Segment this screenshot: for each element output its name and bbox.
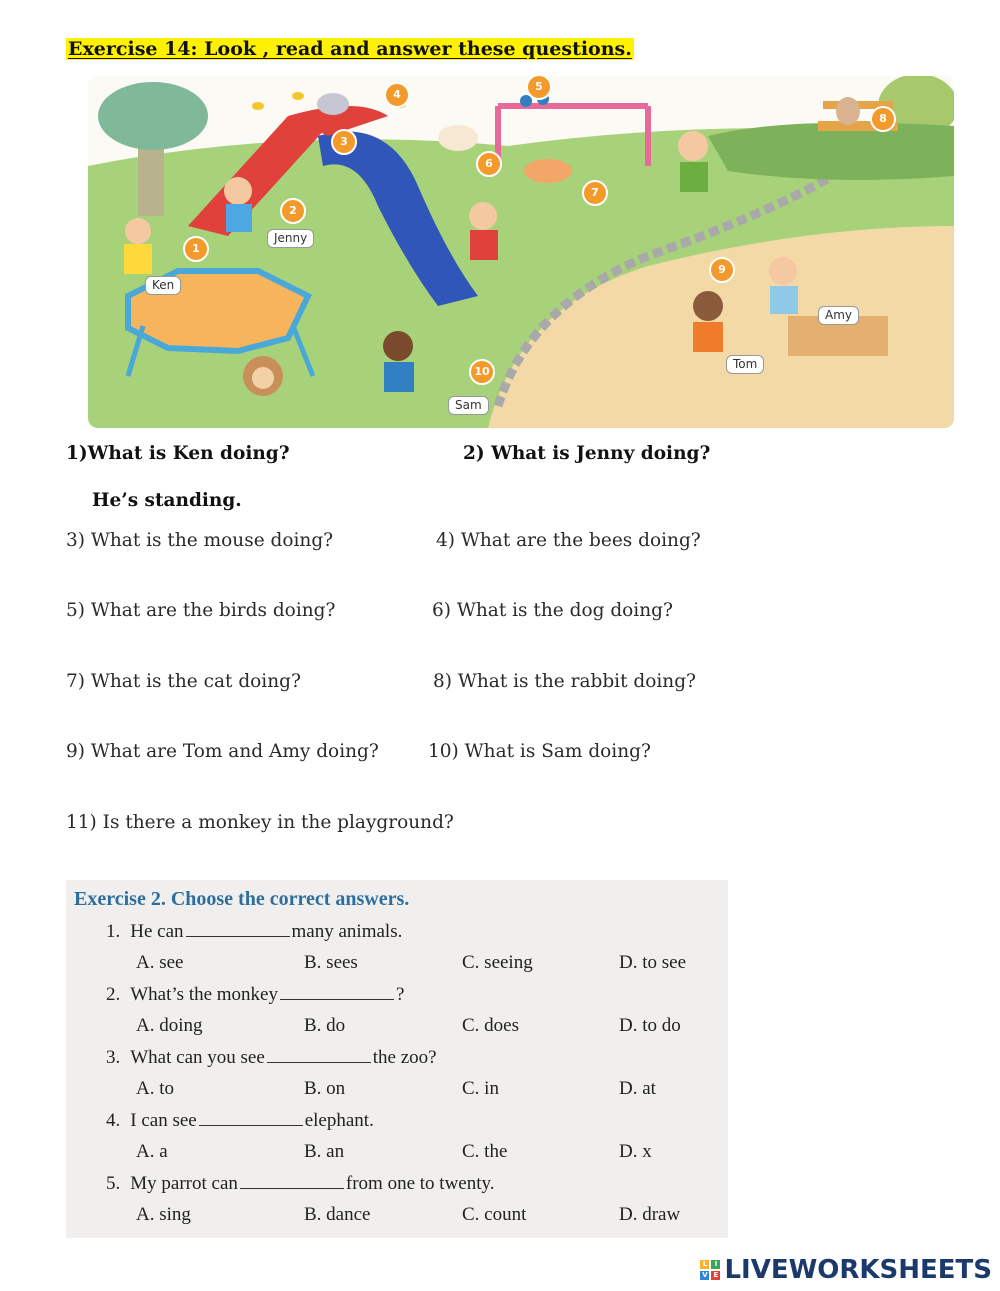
number-badge-7: 7 — [582, 180, 608, 206]
question-text-after: elephant. — [304, 1110, 374, 1131]
answer-option-d[interactable]: D. to do — [619, 1015, 681, 1036]
number-badge-6: 6 — [476, 151, 502, 177]
answer-option-c[interactable]: C. seeing — [462, 952, 533, 973]
number-badge-2: 2 — [280, 198, 306, 224]
answer-option-c[interactable]: C. count — [462, 1204, 527, 1225]
answer-option-a[interactable]: A. doing — [136, 1015, 203, 1036]
question-10: 10) What is Sam doing? — [428, 741, 651, 762]
jenny-figure-icon — [224, 177, 252, 232]
question-text-after: many animals. — [291, 921, 403, 942]
answer-blank[interactable] — [199, 1109, 303, 1126]
girl-slide-figure-icon — [469, 202, 498, 260]
question-text-after: the zoo? — [372, 1047, 437, 1068]
answer-option-b[interactable]: B. on — [304, 1078, 346, 1099]
tree-top-icon — [98, 82, 208, 150]
question-number: 3. — [106, 1047, 121, 1068]
question-4: 4) What are the bees doing? — [436, 530, 701, 551]
answer-option-a[interactable]: A. a — [136, 1141, 168, 1162]
answer-option-d[interactable]: D. x — [619, 1141, 652, 1162]
number-badge-5: 5 — [526, 76, 552, 100]
playground-scene-svg — [88, 76, 954, 428]
number-badge-4: 4 — [384, 82, 410, 108]
answer-option-d[interactable]: D. at — [619, 1078, 656, 1099]
question-7: 7) What is the cat doing? — [66, 671, 301, 692]
number-badge-8: 8 — [870, 106, 896, 132]
exercise-2-panel — [66, 880, 728, 1238]
question-number: 4. — [106, 1110, 121, 1131]
question-11: 11) Is there a monkey in the playground? — [66, 812, 454, 833]
logo-text: LIVEWORKSHEETS — [724, 1255, 992, 1285]
answer-blank[interactable] — [186, 920, 290, 937]
answer-blank[interactable] — [240, 1172, 344, 1189]
number-badge-10: 10 — [469, 359, 495, 385]
question-5: 5) What are the birds doing? — [66, 600, 336, 621]
question-text-before: What’s the monkey — [130, 984, 278, 1005]
answer-option-a[interactable]: A. sing — [136, 1204, 191, 1225]
playground-illustration — [88, 76, 954, 428]
dog-icon — [438, 125, 478, 151]
question-text-before: He can — [130, 921, 184, 942]
answer-option-c[interactable]: C. in — [462, 1078, 499, 1099]
question-text-before: I can see — [130, 1110, 197, 1131]
answer-option-a[interactable]: A. see — [136, 952, 184, 973]
question-text-after: ? — [396, 984, 405, 1005]
example-answer: He’s standing. — [92, 490, 242, 511]
exercise-2-question-4 — [106, 1109, 374, 1132]
liveworksheets-logo — [700, 1255, 992, 1285]
name-label-jenny: Jenny — [267, 229, 314, 248]
question-text-before: What can you see — [130, 1047, 265, 1068]
exercise-14-title: Exercise 14: Look , read and answer these questions. — [68, 38, 632, 60]
answer-option-b[interactable]: B. an — [304, 1141, 345, 1162]
question-number: 1. — [106, 921, 121, 942]
cat-icon — [524, 159, 572, 183]
answer-option-c[interactable]: C. does — [462, 1015, 519, 1036]
answer-option-b[interactable]: B. dance — [304, 1204, 371, 1225]
question-3: 3) What is the mouse doing? — [66, 530, 334, 551]
number-badge-9: 9 — [709, 257, 735, 283]
name-label-sam: Sam — [448, 396, 489, 415]
exercise-2-question-5 — [106, 1172, 495, 1195]
exercise-2-question-1 — [106, 920, 402, 943]
question-8: 8) What is the rabbit doing? — [433, 671, 696, 692]
answer-blank[interactable] — [267, 1046, 371, 1063]
exercise-2-question-3 — [106, 1046, 437, 1069]
question-text-after: from one to twenty. — [345, 1173, 495, 1194]
ken-figure-icon — [124, 218, 152, 274]
question-text-before: My parrot can — [130, 1173, 238, 1194]
mouse-icon — [317, 93, 349, 115]
question-number: 5. — [106, 1173, 121, 1194]
exercise-2-question-2 — [106, 983, 404, 1006]
answer-option-d[interactable]: D. to see — [619, 952, 687, 973]
answer-option-c[interactable]: C. the — [462, 1141, 508, 1162]
question-1: 1)What is Ken doing? — [66, 443, 290, 464]
number-badge-3: 3 — [331, 129, 357, 155]
logo-mark-icon: L I V E — [700, 1260, 720, 1280]
exercise-2-title: Exercise 2. Choose the correct answers. — [74, 888, 410, 910]
answer-option-b[interactable]: B. sees — [304, 952, 358, 973]
question-9: 9) What are Tom and Amy doing? — [66, 741, 379, 762]
question-2: 2) What is Jenny doing? — [463, 443, 711, 464]
answer-blank[interactable] — [280, 983, 394, 1000]
name-label-tom: Tom — [726, 355, 764, 374]
number-badge-1: 1 — [183, 236, 209, 262]
answer-option-a[interactable]: A. to — [136, 1078, 174, 1099]
hedge — [708, 123, 954, 180]
name-label-ken: Ken — [145, 276, 181, 295]
monkey-icon — [243, 356, 283, 396]
question-6: 6) What is the dog doing? — [432, 600, 673, 621]
question-number: 2. — [106, 984, 121, 1005]
rabbit-icon — [836, 97, 860, 125]
name-label-amy: Amy — [818, 306, 859, 325]
answer-option-d[interactable]: D. draw — [619, 1204, 681, 1225]
answer-option-b[interactable]: B. do — [304, 1015, 346, 1036]
